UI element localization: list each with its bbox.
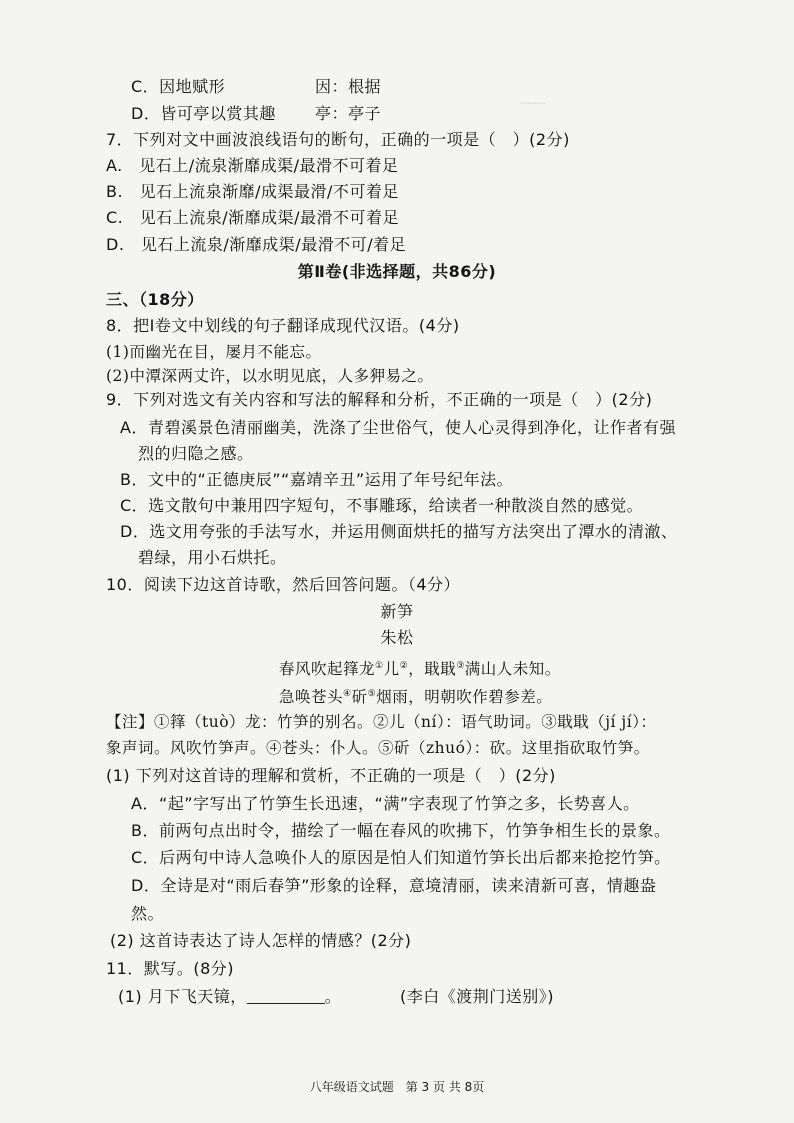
poem-notes-line1: 【注】①箨（tuò）龙：竹笋的别名。②儿（ní）：语气助词。③戢戢（jí jí）：	[106, 713, 657, 731]
option-c-text: C．因地赋形	[131, 77, 226, 96]
question-11: 11．默写。(8分)	[106, 959, 235, 978]
q8-sentence-2: (2)中潭深两丈许，以水明见底，人多狎易之。	[106, 367, 434, 385]
q9-option-b: B．文中的“正德庚辰”“嘉靖辛丑”运用了年号纪年法。	[120, 470, 514, 489]
q11-item-1-source: (李白《渡荆门送别》)	[400, 987, 554, 1006]
poem-title: 新笋	[380, 602, 414, 621]
bleed-through: ───	[520, 96, 546, 112]
page-footer: 八年级语文试题 第 3 页 共 8页	[309, 1080, 485, 1094]
question-10: 10．阅读下边这首诗歌，然后回答问题。（4分）	[106, 575, 461, 594]
q10-1-option-d-line1: D．全诗是对“雨后春笋”形象的诠释，意境清丽，读来清新可喜，情趣盎	[131, 876, 657, 895]
question-9: 9．下列对选文有关内容和写法的解释和分析，不正确的一项是（ ）(2分)	[106, 390, 653, 409]
footnote-mark-5: ⑤	[367, 689, 377, 699]
footnote-mark-4: ④	[343, 689, 352, 699]
q10-part1: (1) 下列对这首诗的理解和赏析，不正确的一项是（ ）(2分)	[106, 766, 556, 785]
q10-part2: (2) 这首诗表达了诗人怎样的情感？(2分)	[110, 931, 412, 950]
footnote-mark-1: ①	[375, 661, 384, 671]
q10-1-option-b: B．前两句点出时令，描绘了一幅在春风的吹拂下，竹笋争相生长的景象。	[131, 821, 671, 840]
q10-1-option-a: A．“起”字写出了竹笋生长迅速，“满”字表现了竹笋之多，长势喜人。	[131, 794, 640, 813]
q10-1-option-c: C．后两句中诗人急唤仆人的原因是怕人们知道竹笋长出后都来抢挖竹笋。	[131, 848, 671, 867]
poem-notes-line2: 象声词。风吹竹笋声。④苍头：仆人。⑤斫（zhuó）：砍。这里指砍取竹笋。	[106, 739, 650, 757]
section-three-heading: 三、（18分）	[106, 290, 204, 309]
footnote-mark-3: ③	[456, 661, 465, 671]
q10-1-option-d-line2: 然。	[131, 904, 165, 923]
poem-line-1: 春风吹起箨龙①儿②，戢戢③满山人未知。	[279, 660, 561, 679]
q9-option-d-line2: 碧绿，用小石烘托。	[138, 548, 287, 567]
q7-option-c: C. 见石上流泉/渐靡成渠/最滑不可着足	[106, 208, 400, 227]
footnote-mark-2: ②	[399, 661, 409, 671]
q9-option-d-line1: D．选文用夸张的手法写水，并运用侧面烘托的描写方法突出了潭水的清澈、	[120, 522, 678, 541]
q9-option-c: C．选文散句中兼用四字短句，不事雕琢，给读者一种散淡自然的感觉。	[120, 496, 644, 515]
part-two-heading: 第Ⅱ卷(非选择题，共86分)	[297, 262, 497, 281]
option-d-text: D．皆可亭以赏其趣	[131, 104, 276, 123]
question-7: 7．下列对文中画波浪线语句的断句，正确的一项是（ ）(2分)	[106, 130, 570, 149]
poem-line-2: 急唤苍头④斫⑤烟雨，明朝吹作碧参差。	[279, 688, 553, 707]
option-c-gloss: 因：根据	[315, 77, 382, 96]
option-d-gloss: 亭：亭子	[315, 104, 382, 123]
question-8: 8．把Ⅰ卷文中划线的句子翻译成现代汉语。(4分)	[106, 316, 460, 335]
q8-sentence-1: (1)而幽光在目，屡月不能忘。	[106, 343, 322, 361]
q7-option-a: A. 见石上/流泉渐靡成渠/最滑不可着足	[106, 156, 399, 175]
q7-option-d: D. 见石上流泉/渐靡成渠/最滑不可/着足	[106, 235, 407, 254]
answer-blank[interactable]	[247, 987, 325, 1004]
q11-item-1: (1) 月下飞天镜， 。	[118, 987, 342, 1006]
q9-option-a-line2: 烈的归隐之感。	[138, 444, 254, 463]
q9-option-a-line1: A．青碧溪景色清丽幽美，洗涤了尘世俗气，使人心灵得到净化，让作者有强	[120, 418, 676, 437]
poem-author: 朱松	[380, 628, 414, 647]
q7-option-b: B. 见石上流泉渐靡/成渠最滑/不可着足	[106, 182, 399, 201]
